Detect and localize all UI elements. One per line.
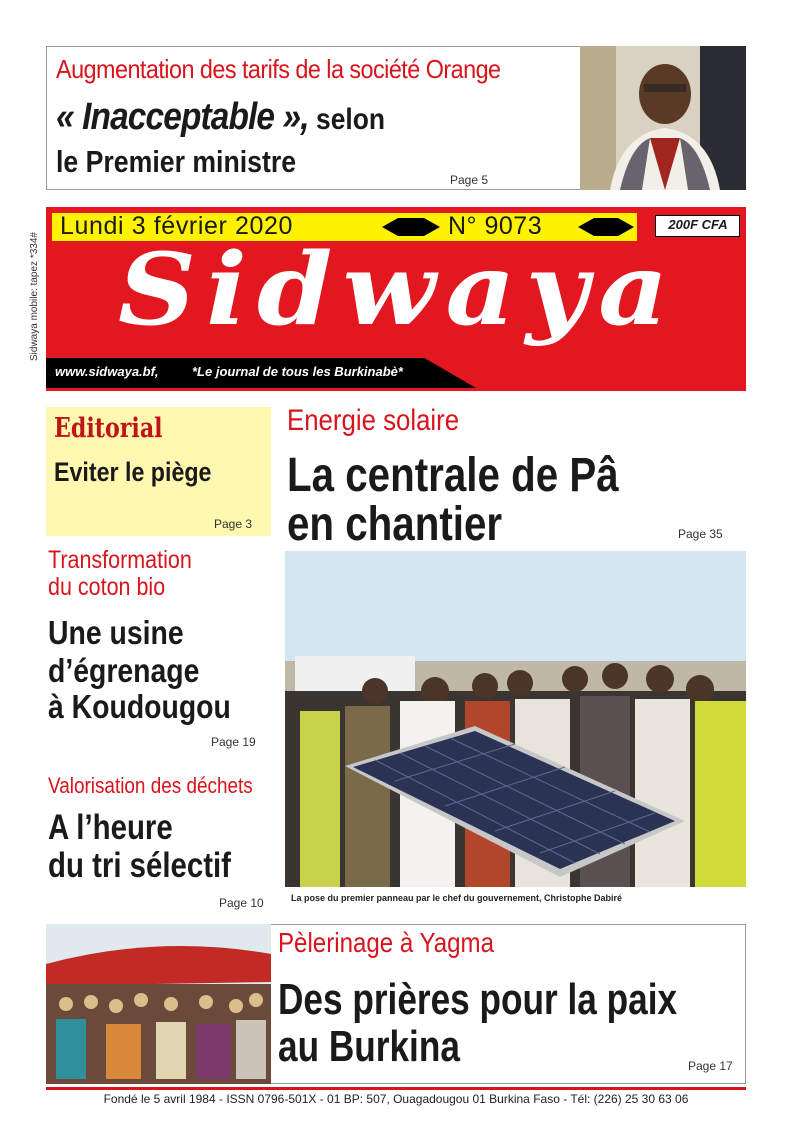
- top-story-page: Page 5: [450, 173, 489, 187]
- mobile-code-text: Sidwaya mobile: tapez *334#: [29, 232, 40, 361]
- dechets-story-kicker: Valorisation des déchets: [48, 773, 253, 798]
- coton-story-kicker-line1: Transformation: [48, 546, 192, 574]
- dechets-story-headline-line2: du tri sélectif: [48, 846, 231, 885]
- issue-date: Lundi 3 février 2020: [60, 212, 293, 240]
- editorial-label: Editorial: [54, 413, 163, 444]
- coton-story-kicker-line2: du coton bio: [48, 573, 166, 601]
- coton-story-headline-line3: à Koudougou: [48, 688, 231, 725]
- top-story-headline-rest: selon: [308, 103, 385, 136]
- website-url: www.sidwaya.bf,: [55, 364, 159, 379]
- issue-number: N° 9073: [448, 212, 543, 240]
- coton-story-headline-line2: d’égrenage: [48, 652, 200, 689]
- footer-rule: [46, 1087, 746, 1090]
- top-story-headline-bold: « Inacceptable »,: [56, 96, 309, 138]
- main-story-page: Page 35: [678, 527, 723, 541]
- main-story-headline-line2: en chantier: [287, 498, 503, 551]
- mobile-code-vertical: [24, 232, 42, 361]
- top-story-headline-line2: le Premier ministre: [56, 144, 297, 179]
- top-story-kicker: Augmentation des tarifs de la société Orange: [56, 54, 501, 84]
- coton-story-page: Page 19: [211, 735, 256, 749]
- yagma-story-headline-line2: au Burkina: [278, 1022, 460, 1071]
- solar-panel-photo: [285, 551, 746, 887]
- price-label: 200F CFA: [668, 217, 728, 232]
- dechets-story-page: Page 10: [219, 896, 264, 910]
- yagma-story-headline-line1: Des prières pour la paix: [278, 975, 678, 1024]
- yagma-story-kicker: Pèlerinage à Yagma: [278, 927, 494, 958]
- editorial-title: Eviter le piège: [54, 457, 212, 487]
- solar-ceremony-scene: [285, 551, 746, 887]
- pilgrims-crowd: [46, 924, 271, 1084]
- coton-story-headline-line1: Une usine: [48, 614, 184, 651]
- prime-minister-photo: [580, 46, 746, 190]
- main-story-kicker: Energie solaire: [287, 404, 460, 437]
- prime-minister-figure: [580, 46, 746, 190]
- top-story-headline: [56, 96, 385, 139]
- main-story-headline-line1: La centrale de Pâ: [287, 449, 619, 502]
- sidwaya-logo: Sidwaya: [118, 232, 679, 348]
- yagma-pilgrimage-photo: [46, 924, 271, 1084]
- main-photo-caption: La pose du premier panneau par le chef du gouvernement, Christophe Dabiré: [291, 893, 623, 903]
- editorial-page: Page 3: [214, 517, 253, 531]
- yagma-story-page: Page 17: [688, 1059, 733, 1073]
- footer-info: Fondé le 5 avril 1984 - ISSN 0796-501X - 01 BP: 507, Ouagadougou 01 Burkina Faso - Tél: (226) 25 30 63 06: [103, 1092, 689, 1106]
- tagline: *Le journal de tous les Burkinabè*: [192, 364, 403, 379]
- dechets-story-headline-line1: A l’heure: [48, 808, 173, 847]
